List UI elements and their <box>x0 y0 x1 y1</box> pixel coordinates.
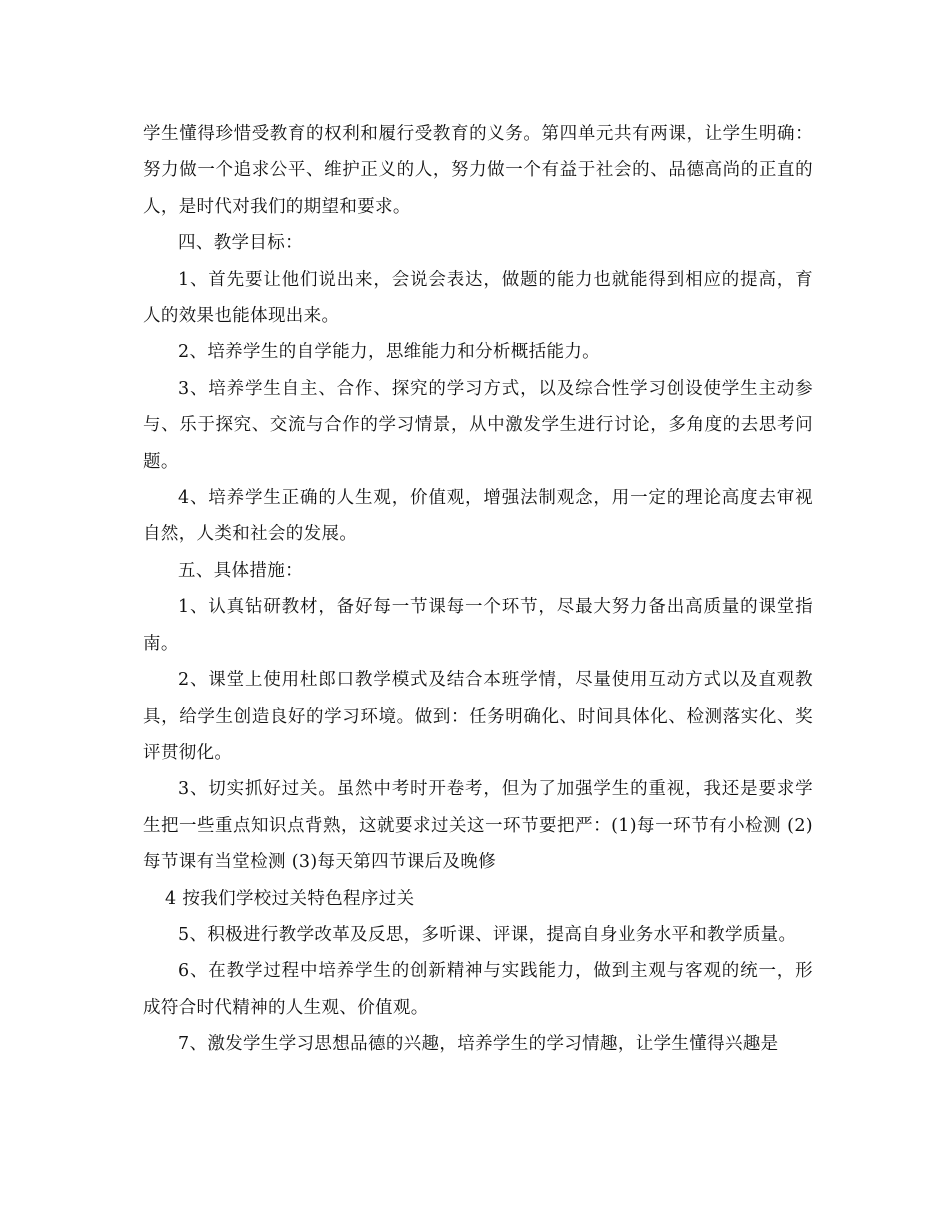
document-body <box>143 116 813 1063</box>
measure-item-1: 1、认真钻研教材，备好每一节课每一个环节，尽最大努力备出高质量的课堂指南。 <box>143 597 813 654</box>
measure-item-6: 6、在教学过程中培养学生的创新精神与实践能力，做到主观与客观的统一，形成符合时代精神的人生观、价值观。 <box>143 961 813 1018</box>
measure-item-7: 7、激发学生学习思想品德的兴趣，培养学生的学习情趣，让学生懂得兴趣是 <box>178 1034 779 1055</box>
section-heading-teaching-goals: 四、教学目标： <box>178 233 303 254</box>
measure-item-4: 4 按我们学校过关特色程序过关 <box>165 888 415 909</box>
section-heading-measures: 五、具体措施： <box>178 560 303 581</box>
goal-item-3: 3、培养学生自主、合作、探究的学习方式，以及综合性学习创设使学生主动参与、乐于探究、交流与合作的学习情景，从中激发学生进行讨论，多角度的去思考问题。 <box>143 378 813 472</box>
goal-item-1: 1、首先要让他们说出来，会说会表达，做题的能力也就能得到相应的提高，育人的效果也能体现出来。 <box>143 269 813 327</box>
measure-item-2: 2、课堂上使用杜郎口教学模式及结合本班学情，尽量使用互动方式以及直观教具，给学生创造良好的学习环境。做到：任务明确化、时间具体化、检测落实化、奖评贯彻化。 <box>143 670 813 763</box>
measure-item-3: 3、切实抓好过关。虽然中考时开卷考，但为了加强学生的重视，我还是要求学生把一些重点知识点背熟，这就要求过关这一环节要把严：(1)每一环节有小检测 (2)每节课有当堂检测 (3)每天第四节课后及晚修 <box>143 779 813 873</box>
paragraph-continuation: 学生懂得珍惜受教育的权利和履行受教育的义务。第四单元共有两课，让学生明确：努力做一个追求公平、维护正义的人，努力做一个有益于社会的、品德高尚的正直的人，是时代对我们的期望和要求。 <box>143 124 813 217</box>
goal-item-4: 4、培养学生正确的人生观，价值观，增强法制观念，用一定的理论高度去审视自然，人类和社会的发展。 <box>143 488 813 545</box>
measure-item-5: 5、积极进行教学改革及反思，多听课、评课，提高自身业务水平和教学质量。 <box>178 924 797 945</box>
goal-item-2: 2、培养学生的自学能力，思维能力和分析概括能力。 <box>178 342 601 363</box>
